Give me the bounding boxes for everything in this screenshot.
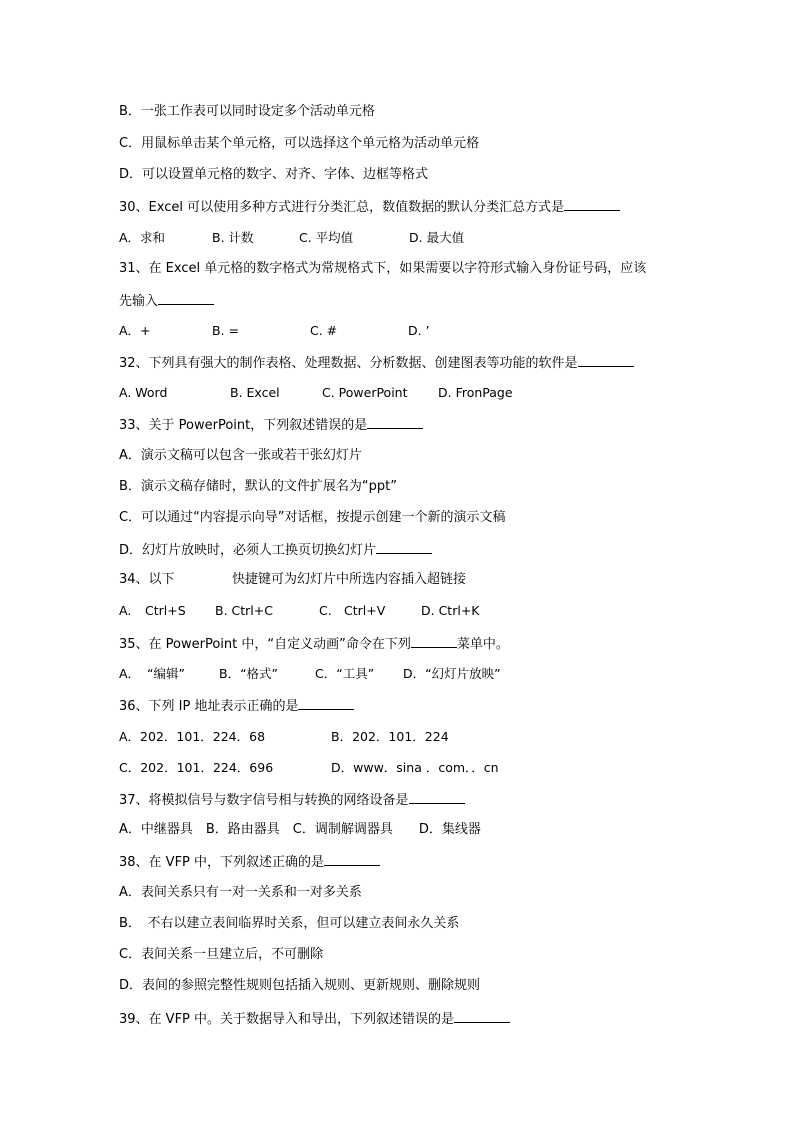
q36-option-a: A．202．101．224．68 xyxy=(119,729,266,744)
question-39 xyxy=(119,1010,510,1028)
question-30-text: 30、Excel 可以使用多种方式进行分类汇总，数值数据的默认分类汇总方式是 xyxy=(119,200,565,215)
answer-blank xyxy=(564,198,620,211)
q29-option-b: B．一张工作表可以同时设定多个活动单元格 xyxy=(119,104,375,119)
q38-option-d: D．表间的参照完整性规则包括插入规则、更新规则、删除规则 xyxy=(119,978,481,993)
q31-option-d: D. ’ xyxy=(408,323,430,338)
answer-blank xyxy=(411,635,457,648)
q32-option-a: A. Word xyxy=(119,385,168,400)
question-35-tail: 菜单中。 xyxy=(456,637,509,652)
q35-option-a: “编辑” xyxy=(147,666,185,681)
question-33 xyxy=(119,416,423,434)
question-32 xyxy=(119,354,634,372)
q34-option-b: B. Ctrl+C xyxy=(215,603,273,618)
question-38-text: 38、在 VFP 中，下列叙述正确的是 xyxy=(119,855,325,870)
q32-option-b: B. Excel xyxy=(230,385,280,400)
q30-option-b: B. 计数 xyxy=(212,230,254,245)
question-35 xyxy=(119,635,509,653)
q38-option-b: B． 不右以建立表间临界时关系，但可以建立表间永久关系 xyxy=(119,916,460,931)
q30-option-c: C. 平均值 xyxy=(299,230,354,245)
q35-option-c: C．“工具” xyxy=(315,666,375,681)
question-38 xyxy=(119,853,380,871)
q36-option-d: D．www．sina ．com．．cn xyxy=(331,760,499,775)
question-30 xyxy=(119,198,620,216)
answer-blank xyxy=(578,354,634,367)
q33-option-d-text: D．幻灯片放映时，必须人工换页切换幻灯片 xyxy=(119,543,377,558)
q38-option-c: C．表间关系一旦建立后，不可删除 xyxy=(119,947,324,962)
q31-option-b: B. = xyxy=(212,323,239,338)
answer-blank xyxy=(158,292,214,305)
answer-blank xyxy=(324,853,380,866)
question-36-text: 36、下列 IP 地址表示正确的是 xyxy=(119,699,299,714)
q31-option-a: A．+ xyxy=(119,323,151,338)
question-31: 31、在 Excel 单元格的数字格式为常规格式下，如果需要以字符形式输入身份证号码，应该 xyxy=(119,261,647,276)
q36-option-b: B．202．101．224 xyxy=(331,729,449,744)
answer-blank xyxy=(454,1010,510,1023)
question-36 xyxy=(119,697,354,715)
question-33-text: 33、关于 PowerPoint，下列叙述错误的是 xyxy=(119,418,368,433)
q31-option-c: C. # xyxy=(310,323,338,338)
q33-option-c: C．可以通过“内容提示向导”对话框，按提示创建一个新的演示文稿 xyxy=(119,510,506,525)
q34-option-d: D. Ctrl+K xyxy=(421,603,480,618)
q30-option-a: A．求和 xyxy=(119,230,166,245)
q32-option-c: C. PowerPoint xyxy=(322,385,408,400)
q34-option-c: Ctrl+V xyxy=(344,603,386,618)
question-34-end: 快捷键可为幻灯片中所选内容插入超链接 xyxy=(232,572,467,587)
q35-option-b: B．“格式” xyxy=(219,666,279,681)
question-31-cont-text: 先输入 xyxy=(119,294,159,309)
q33-option-a: A．演示文稿可以包含一张或若干张幻灯片 xyxy=(119,448,362,463)
q29-option-d: D．可以设置单元格的数字、对齐、字体、边框等格式 xyxy=(119,167,429,182)
answer-blank xyxy=(367,416,423,429)
q32-option-d: D. FronPage xyxy=(438,385,513,400)
question-31-cont xyxy=(119,292,214,310)
q34-option-a-letter: A. xyxy=(119,603,132,618)
q29-option-c: C．用鼠标单击某个单元格，可以选择这个单元格为活动单元格 xyxy=(119,136,480,151)
q33-option-b: B．演示文稿存储时，默认的文件扩展名为“ppt” xyxy=(119,479,397,494)
answer-blank xyxy=(376,541,432,554)
q37-options: A．中继器具 B．路由器具 C．调制解调器具 D．集线器 xyxy=(119,822,481,837)
question-35-text: 35、在 PowerPoint 中，“自定义动画”命令在下列 xyxy=(119,637,411,652)
question-32-text: 32、下列具有强大的制作表格、处理数据、分析数据、创建图表等功能的软件是 xyxy=(119,356,578,371)
q34-option-c-letter: C. xyxy=(319,603,332,618)
question-34-start: 34、以下 xyxy=(119,572,175,587)
answer-blank xyxy=(298,697,354,710)
answer-blank xyxy=(409,791,465,804)
q38-option-a: A．表间关系只有一对一关系和一对多关系 xyxy=(119,885,362,900)
q35-option-d: D．“幻灯片放映” xyxy=(403,666,501,681)
q30-option-d: D. 最大值 xyxy=(409,230,465,245)
question-37 xyxy=(119,791,465,809)
question-37-text: 37、将模拟信号与数字信号相与转换的网络设备是 xyxy=(119,793,409,808)
q35-option-a-letter: A． xyxy=(119,666,141,681)
q36-option-c: C．202．101．224．696 xyxy=(119,760,274,775)
question-39-text: 39、在 VFP 中。关于数据导入和导出，下列叙述错误的是 xyxy=(119,1012,455,1027)
q33-option-d xyxy=(119,541,432,559)
q34-option-a: Ctrl+S xyxy=(145,603,186,618)
